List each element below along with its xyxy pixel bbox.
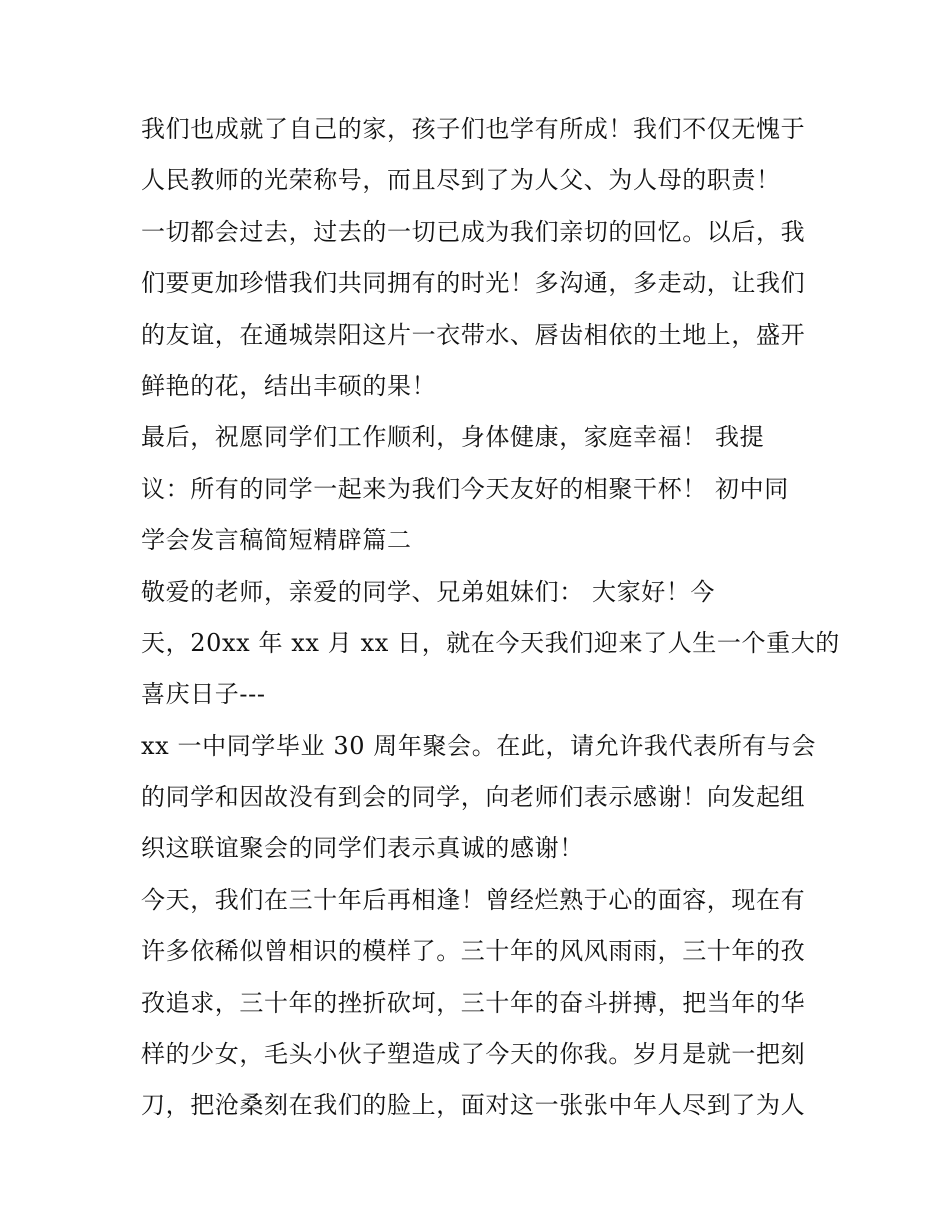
text-line: 一切都会过去，过去的一切已成为我们亲切的回忆。以后，我 <box>141 217 806 246</box>
text-line: 刀，把沧桑刻在我们的脸上，面对这一张张中年人尽到了为人 <box>141 1091 806 1120</box>
text-line: 今天，我们在三十年后再相逢！曾经烂熟于心的面容，现在有 <box>141 885 806 914</box>
text-line: 样的少女，毛头小伙子塑造成了今天的你我。岁月是就一把刻 <box>141 1040 806 1069</box>
text-line: 的友谊，在通城崇阳这片一衣带水、唇齿相依的土地上，盛开 <box>141 320 806 349</box>
text-line: 孜追求，三十年的挫折砍坷，三十年的奋斗拼搏，把当年的华 <box>141 988 806 1017</box>
text-line: 鲜艳的花，结出丰硕的果！ <box>141 371 437 400</box>
text-line: 的同学和因故没有到会的同学，向老师们表示感谢！向发起组 <box>141 783 806 812</box>
text-line: 喜庆日子--- <box>141 680 266 709</box>
text-line: 学会发言稿简短精辟篇二 <box>141 526 412 555</box>
text-line: 天，20xx 年 xx 月 xx 日，就在今天我们迎来了人生一个重大的 <box>141 628 840 657</box>
text-line: 敬爱的老师，亲爱的同学、兄弟姐妹们： 大家好！今 <box>141 577 716 606</box>
text-line: xx 一中同学毕业 30 周年聚会。在此，请允许我代表所有与会 <box>141 731 817 760</box>
text-line: 们要更加珍惜我们共同拥有的时光！多沟通，多走动，让我们 <box>141 269 806 298</box>
text-line: 人民教师的光荣称号，而且尽到了为人父、为人母的职责！ <box>141 166 781 195</box>
text-line: 许多依稀似曾相识的模样了。三十年的风风雨雨，三十年的孜 <box>141 937 806 966</box>
text-line: 我们也成就了自己的家，孩子们也学有所成！我们不仅无愧于 <box>141 115 806 143</box>
text-line: 议：所有的同学一起来为我们今天友好的相聚干杯！ 初中同 <box>141 474 789 503</box>
document-body <box>141 104 840 1132</box>
text-line: 织这联谊聚会的同学们表示真诚的感谢！ <box>141 834 584 863</box>
text-line: 最后，祝愿同学们工作顺利，身体健康，家庭幸福！ 我提 <box>141 423 765 452</box>
